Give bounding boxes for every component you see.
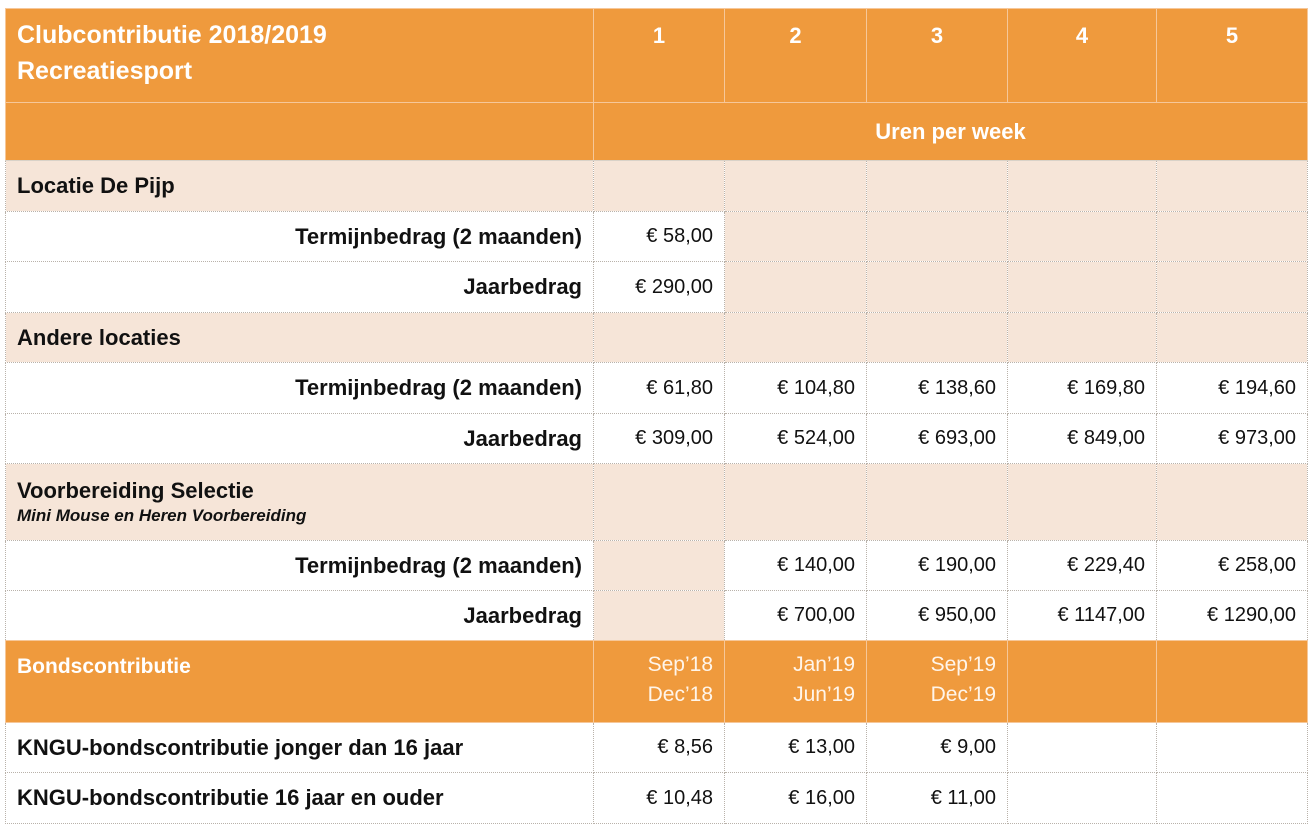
bonds-header-row xyxy=(6,641,1308,723)
value-cell: € 1290,00 xyxy=(1157,591,1308,641)
value-cell: € 58,00 xyxy=(594,212,725,262)
value-cell: € 190,00 xyxy=(867,541,1008,591)
bonds-title: Bondscontributie xyxy=(6,641,594,723)
value-cell: € 11,00 xyxy=(867,773,1008,824)
value-cell: € 973,00 xyxy=(1157,414,1308,464)
table-row xyxy=(6,262,1308,313)
table-row xyxy=(6,541,1308,591)
title-line-1: Clubcontributie 2018/2019 xyxy=(17,21,327,49)
empty-cell xyxy=(594,161,725,212)
empty-cell xyxy=(1157,464,1308,541)
empty-cell xyxy=(725,313,867,363)
uren-per-week-label: Uren per week xyxy=(594,103,1308,161)
value-cell: € 258,00 xyxy=(1157,541,1308,591)
value-cell: € 104,80 xyxy=(725,363,867,414)
value-cell: € 140,00 xyxy=(725,541,867,591)
period-end: Jun’19 xyxy=(793,683,855,706)
column-header-5: 5 xyxy=(1157,9,1308,103)
uren-row xyxy=(6,103,1308,161)
row-label: Termijnbedrag (2 maanden) xyxy=(6,212,594,262)
value-cell: € 524,00 xyxy=(725,414,867,464)
value-cell: € 13,00 xyxy=(725,723,867,773)
empty-cell xyxy=(1157,773,1308,824)
row-label: Termijnbedrag (2 maanden) xyxy=(6,541,594,591)
value-cell: € 61,80 xyxy=(594,363,725,414)
period-end: Dec’19 xyxy=(930,683,996,706)
row-label: Jaarbedrag xyxy=(6,414,594,464)
section-row-de-pijp xyxy=(6,161,1308,212)
empty-cell xyxy=(1157,262,1308,313)
uren-blank-cell xyxy=(6,103,594,161)
table-title xyxy=(6,9,594,103)
empty-cell xyxy=(1157,313,1308,363)
value-cell: € 169,80 xyxy=(1008,363,1157,414)
section-title-de-pijp: Locatie De Pijp xyxy=(6,161,594,212)
table-row xyxy=(6,591,1308,641)
empty-cell xyxy=(1157,641,1308,723)
period-cell-1 xyxy=(594,641,725,723)
period-start: Sep’18 xyxy=(647,653,713,676)
empty-cell xyxy=(1157,212,1308,262)
value-cell: € 849,00 xyxy=(1008,414,1157,464)
row-label: KNGU-bondscontributie 16 jaar en ouder xyxy=(6,773,594,824)
row-label: Jaarbedrag xyxy=(6,262,594,313)
value-cell: € 8,56 xyxy=(594,723,725,773)
period-start: Jan’19 xyxy=(793,653,855,676)
table-row xyxy=(6,363,1308,414)
empty-cell xyxy=(594,541,725,591)
column-header-1: 1 xyxy=(594,9,725,103)
value-cell: € 950,00 xyxy=(867,591,1008,641)
empty-cell xyxy=(594,464,725,541)
empty-cell xyxy=(725,262,867,313)
column-header-3: 3 xyxy=(867,9,1008,103)
column-header-2: 2 xyxy=(725,9,867,103)
empty-cell xyxy=(725,464,867,541)
header-row xyxy=(6,9,1308,103)
contribution-table xyxy=(5,8,1308,824)
empty-cell xyxy=(725,212,867,262)
row-label: KNGU-bondscontributie jonger dan 16 jaar xyxy=(6,723,594,773)
table-row xyxy=(6,414,1308,464)
value-cell: € 290,00 xyxy=(594,262,725,313)
empty-cell xyxy=(1008,313,1157,363)
table-row xyxy=(6,212,1308,262)
period-end: Dec’18 xyxy=(647,683,713,706)
empty-cell xyxy=(1008,212,1157,262)
value-cell: € 16,00 xyxy=(725,773,867,824)
empty-cell xyxy=(1008,773,1157,824)
section-row-andere-locaties xyxy=(6,313,1308,363)
section-row-voorbereiding-selectie xyxy=(6,464,1308,541)
value-cell: € 309,00 xyxy=(594,414,725,464)
period-cell-2 xyxy=(725,641,867,723)
value-cell: € 1147,00 xyxy=(1008,591,1157,641)
value-cell: € 10,48 xyxy=(594,773,725,824)
section-subtitle: Mini Mouse en Heren Voorbereiding xyxy=(17,506,307,525)
empty-cell xyxy=(867,212,1008,262)
empty-cell xyxy=(1008,262,1157,313)
empty-cell xyxy=(1157,723,1308,773)
section-title-voorbereiding-selectie xyxy=(6,464,594,541)
value-cell: € 700,00 xyxy=(725,591,867,641)
empty-cell xyxy=(594,591,725,641)
empty-cell xyxy=(1008,464,1157,541)
empty-cell xyxy=(1008,723,1157,773)
value-cell: € 194,60 xyxy=(1157,363,1308,414)
row-label: Termijnbedrag (2 maanden) xyxy=(6,363,594,414)
section-title-andere-locaties: Andere locaties xyxy=(6,313,594,363)
value-cell: € 693,00 xyxy=(867,414,1008,464)
title-line-2: Recreatiesport xyxy=(17,57,193,85)
table-row xyxy=(6,773,1308,824)
period-start: Sep’19 xyxy=(930,653,996,676)
empty-cell xyxy=(1008,161,1157,212)
empty-cell xyxy=(867,464,1008,541)
empty-cell xyxy=(725,161,867,212)
value-cell: € 138,60 xyxy=(867,363,1008,414)
column-header-4: 4 xyxy=(1008,9,1157,103)
value-cell: € 9,00 xyxy=(867,723,1008,773)
period-cell-3 xyxy=(867,641,1008,723)
table-row xyxy=(6,723,1308,773)
empty-cell xyxy=(867,161,1008,212)
empty-cell xyxy=(867,313,1008,363)
empty-cell xyxy=(867,262,1008,313)
empty-cell xyxy=(1008,641,1157,723)
contribution-table-wrapper xyxy=(5,8,1308,824)
section-title: Voorbereiding Selectie xyxy=(17,478,254,503)
row-label: Jaarbedrag xyxy=(6,591,594,641)
value-cell: € 229,40 xyxy=(1008,541,1157,591)
empty-cell xyxy=(1157,161,1308,212)
empty-cell xyxy=(594,313,725,363)
